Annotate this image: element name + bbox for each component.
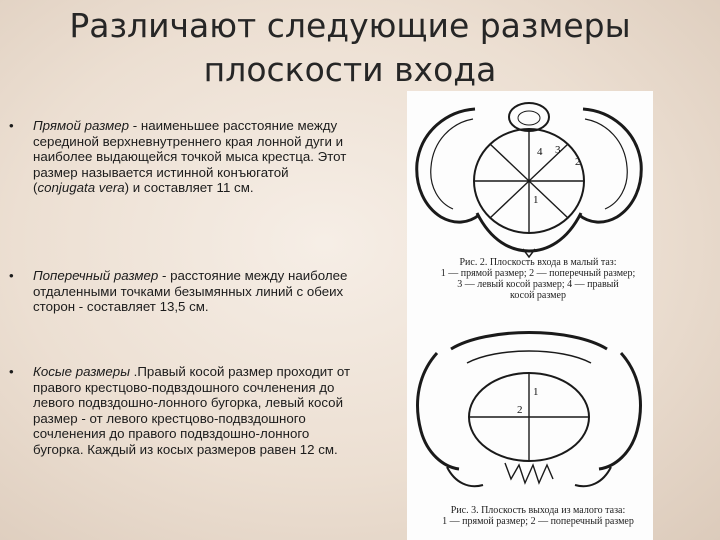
outlet-right-wing	[599, 353, 640, 469]
outlet-top-arch	[451, 333, 607, 350]
bullet-marker: •	[9, 118, 14, 133]
inlet-label-1: 1	[533, 194, 539, 206]
bullet-marker: •	[9, 364, 14, 379]
right-iliac-wing	[579, 109, 641, 222]
outlet-inner-arch	[467, 351, 591, 363]
pelvis-figure	[407, 91, 653, 540]
inlet-label-3: 3	[555, 144, 561, 156]
title-line-2: плоскости входа	[203, 50, 497, 89]
caption-line: Рис. 2. Плоскость входа в малый таз:	[459, 257, 617, 268]
caption-line: косой размер	[510, 290, 566, 301]
sacrum-vertebra-inner	[518, 111, 540, 125]
right-iliac-inner	[585, 119, 627, 209]
pelvis-drawings	[407, 91, 653, 540]
figure-3-caption	[427, 505, 649, 527]
pelvic-inlet-drawing	[417, 103, 642, 257]
left-iliac-wing	[417, 109, 479, 222]
outlet-label-2: 2	[517, 404, 523, 416]
definition: - расстояние между наиболее отдаленными точками безымянных линий с обеих сторон - составляет 13,5 см.	[33, 268, 348, 315]
caption-line: Рис. 3. Плоскость выхода из малого таза:	[450, 505, 626, 516]
coccyx	[505, 463, 553, 483]
bullet-marker: •	[9, 268, 14, 283]
bullet-text	[33, 268, 353, 315]
slide-title	[40, 4, 660, 92]
ischial-right	[575, 467, 611, 486]
term: Косые размеры	[33, 364, 130, 379]
inlet-label-4: 4	[537, 146, 543, 158]
definition-end: ) и составляет 11 см.	[124, 180, 254, 196]
ischial-left	[447, 467, 483, 486]
outlet-label-1: 1	[533, 386, 539, 398]
term: Прямой размер	[33, 118, 130, 133]
term: Поперечный размер	[33, 268, 159, 283]
inlet-label-2: 2	[575, 156, 581, 168]
pelvic-outlet-drawing	[418, 333, 641, 487]
caption-line: 3 — левый косой размер; 4 — правый	[457, 279, 619, 290]
figure-2-caption	[427, 257, 649, 301]
left-iliac-inner	[431, 119, 473, 209]
latin-term: conjugata vera	[37, 180, 125, 196]
caption-line: 1 — прямой размер; 2 — поперечный размер;	[440, 268, 636, 279]
bullet-text	[33, 118, 353, 196]
sacrum-vertebra	[509, 103, 549, 131]
definition: - наименьшее расстояние между серединой верхневнутреннего края лонной дуги и наиболее выдающейся точкой мыса крестца. Этот размер называется истинной конъюгатой (	[33, 118, 347, 196]
caption-line: 1 — прямой размер; 2 — поперечный размер	[442, 516, 634, 527]
definition: .Правый косой размер проходит от правого крестцово-подвздошного сочленения до левого подвздошно-лонного бугорка, левый косой размер - от левого крестцово-подвздошного сочленения до правого подвздошно-лонного бугорка. Каждый из косых размеров равен 12 см.	[33, 364, 351, 457]
outlet-left-wing	[418, 353, 459, 469]
bullet-text	[33, 364, 353, 458]
title-line-1: Различают следующие размеры	[69, 6, 631, 45]
